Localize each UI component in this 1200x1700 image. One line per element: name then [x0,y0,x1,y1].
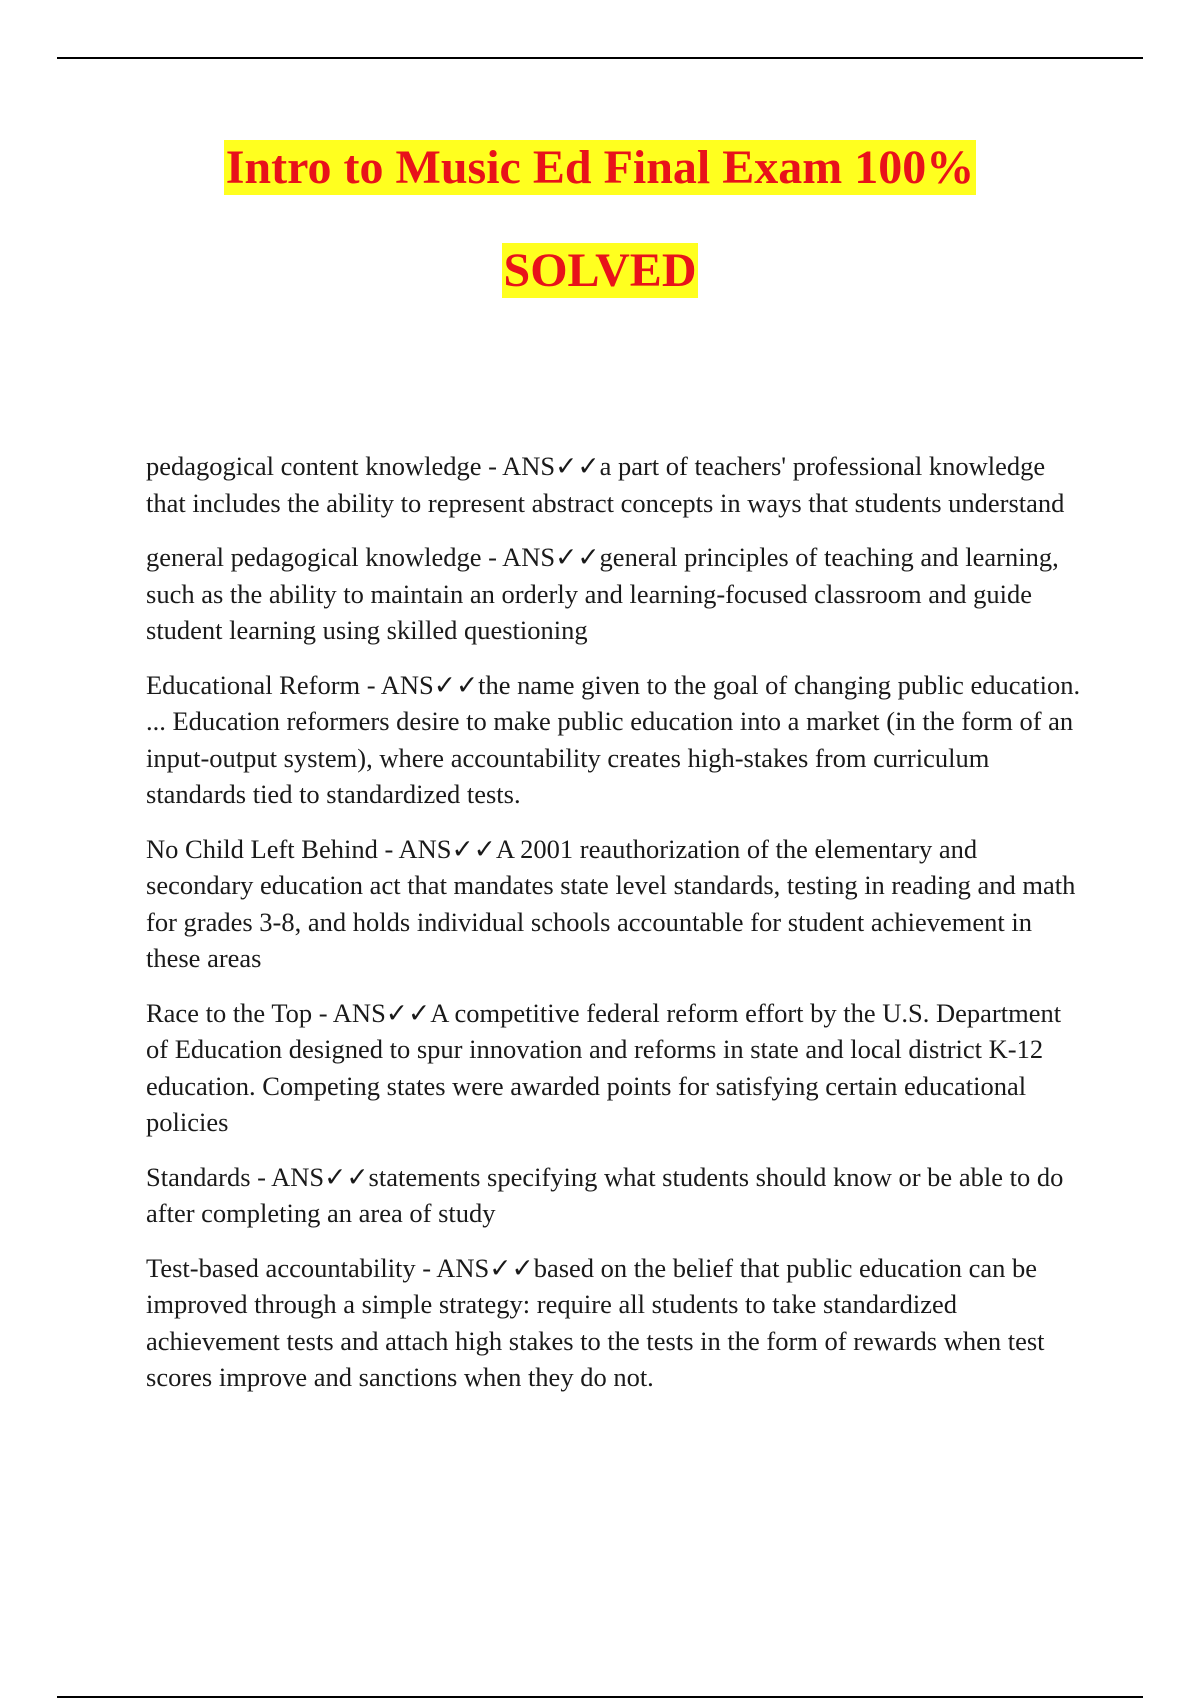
document-title [0,140,1200,298]
entry-general-pedagogical-knowledge: general pedagogical knowledge - ANS✓✓general principles of teaching and learning, such as the ability to maintain an orderly and learning-focused classroom and guide student learning using skilled questioning [146,542,1059,645]
footer-rule [57,1696,1143,1698]
entry-pedagogical-content-knowledge: pedagogical content knowledge - ANS✓✓a part of teachers' professional knowledge that includes the ability to represent abstract concepts in ways that students understand [146,451,1065,518]
entry-educational-reform: Educational Reform - ANS✓✓the name given to the goal of changing public education. ... Education reformers desire to make public education into a market (in the form of an input-output system), where accountability creates high-stakes from curriculum standards tied to standardized tests. [146,669,1081,809]
entry-standards: Standards - ANS✓✓statements specifying what students should know or be able to do after completing an area of study [146,1161,1064,1228]
document-body [146,448,1086,1414]
title-line-2: SOLVED [503,244,697,298]
entry-no-child-left-behind: No Child Left Behind - ANS✓✓A 2001 reauthorization of the elementary and secondary education act that mandates state level standards, testing in reading and math for grades 3-8, and holds individual schools accountable for student achievement in these areas [146,833,1076,973]
header-rule [57,57,1143,59]
title-line-1: Intro to Music Ed Final Exam 100% [225,141,975,194]
entry-test-based-accountability: Test-based accountability - ANS✓✓based on the belief that public education can be improved through a simple strategy: require all students to take standardized achievement tests and attach high stakes to the tests in the form of rewards when test scores improve and sanctions when they do not. [146,1252,1045,1392]
entry-race-to-the-top: Race to the Top - ANS✓✓A competitive federal reform effort by the U.S. Department of Education designed to spur innovation and reforms in state and local district K-12 education. Competing states were awarded points for satisfying certain educational policies [146,997,1062,1137]
